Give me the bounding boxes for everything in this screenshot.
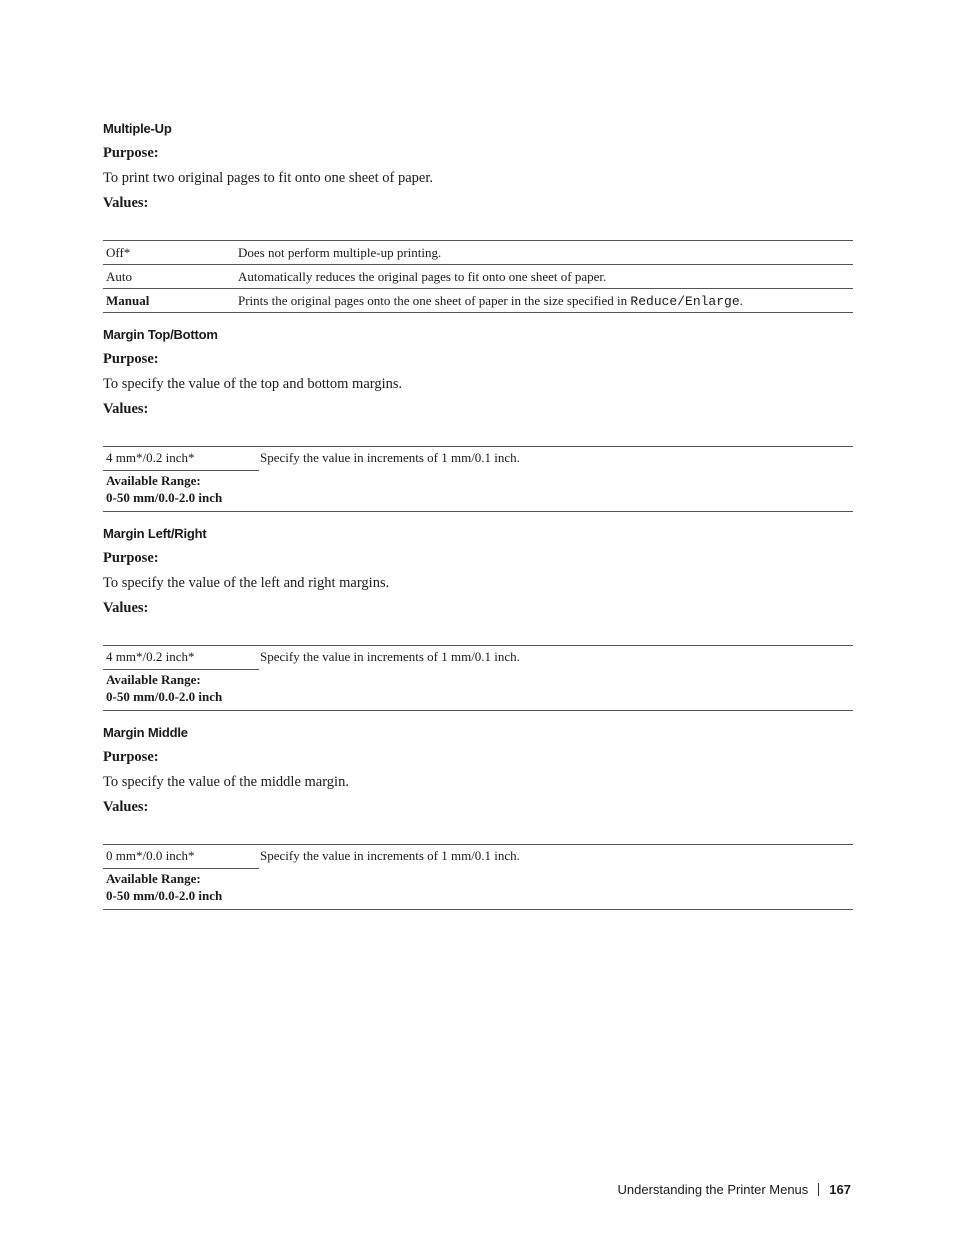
values-table-margin-middle (103, 844, 853, 910)
page-footer (618, 1179, 851, 1199)
description-end: . (739, 292, 743, 308)
purpose-text: To specify the value of the top and bottom margins. (103, 376, 403, 392)
available-range (106, 472, 222, 506)
description-cell: Automatically reduces the original pages to fit onto one sheet of paper. (235, 265, 853, 289)
purpose-label: Purpose: (103, 550, 159, 566)
available-range (106, 870, 222, 904)
purpose-text: To print two original pages to fit onto one sheet of paper. (103, 170, 433, 186)
default-value: 4 mm*/0.2 inch* (103, 646, 259, 670)
purpose-text: To specify the value of the middle margin. (103, 774, 349, 790)
range-description: Specify the value in increments of 1 mm/0.1 inch. (260, 848, 520, 863)
value-cell: Auto (103, 265, 235, 289)
description-cell: Does not perform multiple-up printing. (235, 241, 853, 265)
table-row (103, 289, 853, 313)
available-range (106, 671, 222, 705)
page-content (103, 120, 853, 910)
values-label: Values: (103, 401, 149, 417)
available-range-label: Available Range: (106, 473, 201, 488)
value-cell: Manual (103, 289, 235, 313)
range-description: Specify the value in increments of 1 mm/0.1 inch. (260, 450, 520, 465)
table-row (103, 265, 853, 289)
default-value: 0 mm*/0.0 inch* (103, 845, 259, 869)
section-heading-multiple-up: Multiple-Up (103, 121, 172, 136)
code-reference: Reduce/Enlarge (630, 293, 740, 309)
description-cell (235, 289, 853, 313)
available-range-label: Available Range: (106, 672, 201, 687)
values-table-margin-left-right (103, 645, 853, 711)
section-heading-margin-middle: Margin Middle (103, 725, 188, 740)
range-description: Specify the value in increments of 1 mm/0.1 inch. (260, 649, 520, 664)
purpose-label: Purpose: (103, 145, 159, 161)
purpose-text: To specify the value of the left and right margins. (103, 575, 390, 591)
values-label: Values: (103, 799, 149, 815)
footer-separator (818, 1183, 819, 1196)
values-table-margin-top-bottom (103, 446, 853, 512)
default-value: 4 mm*/0.2 inch* (103, 447, 259, 471)
page-number: 167 (829, 1181, 851, 1197)
section-heading-margin-top-bottom: Margin Top/Bottom (103, 327, 218, 342)
values-label: Values: (103, 195, 149, 211)
description-text: Prints the original pages onto the one sheet of paper in the size specified in (238, 292, 631, 308)
value-cell: Off* (103, 241, 235, 265)
table-row (103, 241, 853, 265)
values-table-multiple-up (103, 240, 853, 313)
available-range-value: 0-50 mm/0.0-2.0 inch (106, 689, 223, 704)
footer-title: Understanding the Printer Menus (617, 1181, 809, 1197)
purpose-label: Purpose: (103, 749, 159, 765)
available-range-value: 0-50 mm/0.0-2.0 inch (106, 888, 223, 903)
section-heading-margin-left-right: Margin Left/Right (103, 526, 207, 541)
available-range-value: 0-50 mm/0.0-2.0 inch (106, 490, 223, 505)
available-range-label: Available Range: (106, 871, 201, 886)
values-label: Values: (103, 600, 149, 616)
purpose-label: Purpose: (103, 351, 159, 367)
